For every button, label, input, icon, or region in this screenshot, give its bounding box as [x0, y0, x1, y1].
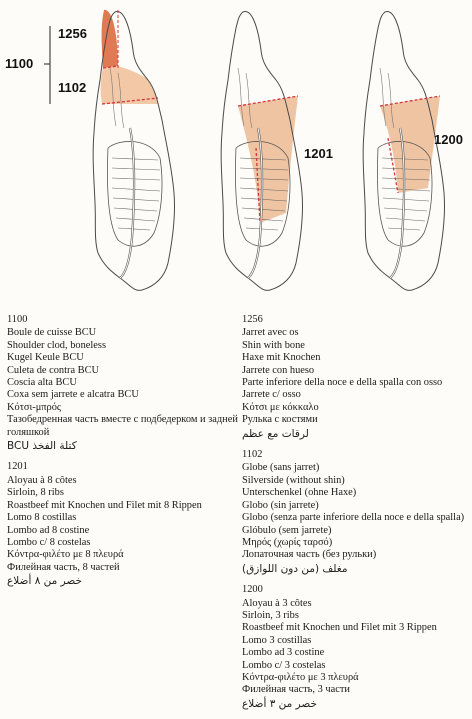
entry-line: Sirloin, 8 ribs	[7, 487, 64, 499]
entry-line: Рулька с костями	[242, 414, 318, 426]
entry-line: Haxe mit Knochen	[242, 352, 321, 364]
entry-code: 1102	[242, 449, 263, 461]
entry-line: Globo (sin jarrete)	[242, 499, 319, 511]
entry-line: Shoulder clod, boneless	[7, 339, 106, 351]
entry-line: Boule de cuisse BCU	[7, 327, 97, 339]
entry-line: Silverside (without shin)	[242, 474, 345, 486]
entry-line: Lombo ad 3 costine	[242, 647, 325, 659]
entry-line: Κότσι με κόκκαλο	[242, 401, 319, 413]
carcass-figure-1201	[221, 11, 302, 290]
entry-line: Unterschenkel (ohne Haxe)	[242, 487, 357, 499]
entry-line: Филейная часть, 8 частей	[7, 561, 120, 573]
entry-line: Lombo c/ 3 costelas	[242, 659, 326, 671]
entry-code: 1201	[7, 461, 28, 473]
label-1201: 1201	[304, 146, 333, 161]
entry-line: Jarret avec os	[242, 327, 299, 339]
entry-line: Лопаточная часть (без рульки)	[242, 549, 377, 561]
entry-line: Филейная часть, 3 части	[242, 684, 350, 696]
entry-line: Parte inferiore della noce e della spalla con osso	[242, 377, 443, 389]
entry-line: Roastbeef mit Knochen und Filet mit 8 Rippen	[7, 499, 202, 511]
label-1102: 1102	[58, 80, 87, 95]
entry-line: Sirloin, 3 ribs	[242, 609, 299, 621]
entry-1100	[7, 314, 239, 452]
carcass-diagrams-svg	[0, 0, 472, 300]
entry-line: Lombo c/ 8 costelas	[7, 536, 91, 548]
entry-line: Shin with bone	[242, 339, 305, 351]
entry-arabic: مغلف (من دون اللوازق)	[242, 562, 348, 575]
entry-line: Jarrete c/ osso	[242, 389, 301, 401]
entry-arabic: لرقات مع عظم	[242, 427, 309, 440]
label-1100: 1100	[5, 56, 34, 71]
entry-line: Lomo 3 costillas	[242, 634, 312, 646]
label-1256: 1256	[58, 26, 87, 41]
entry-line: Aloyau à 8 côtes	[7, 474, 77, 486]
entry-line: Coxa sem jarrete e alcatra BCU	[7, 389, 139, 401]
entry-line: Lombo ad 8 costine	[7, 524, 90, 536]
entry-code: 1200	[242, 584, 263, 596]
entry-1201	[7, 461, 239, 587]
right-column	[242, 314, 470, 719]
entry-line: Μηρός (χωρίς ταρσό)	[242, 536, 333, 548]
entry-arabic: خصر من ٨ أضلاع	[7, 575, 83, 588]
entry-line: Κότσι-μπρός	[7, 401, 62, 413]
carcass-figure-1100	[93, 8, 174, 290]
entry-code: 1256	[242, 314, 263, 325]
entry-line: Jarrete con hueso	[242, 364, 315, 376]
entry-1256	[242, 314, 470, 440]
entry-1102	[242, 449, 470, 575]
carcass-figure-1200	[363, 11, 444, 290]
entry-line: Glóbulo (sem jarrete)	[242, 524, 332, 536]
entry-line: Coscia alta BCU	[7, 377, 77, 389]
entry-line: Kugel Keule BCU	[7, 352, 84, 364]
entry-arabic: BCU كتلة الفخذ	[7, 440, 77, 453]
entry-line: Globe (sans jarret)	[242, 462, 320, 474]
entry-line: Κόντρα-φιλέτο με 3 πλευρά	[242, 671, 359, 683]
entry-line: Culeta de contra BCU	[7, 364, 100, 376]
carcass-figures	[0, 0, 472, 300]
entry-line: Lomo 8 costillas	[7, 512, 77, 524]
entry-1200	[242, 584, 470, 710]
entry-arabic: خصر من ٣ أضلاع	[242, 697, 318, 710]
entry-line: Roastbeef mit Knochen und Filet mit 3 Rippen	[242, 622, 437, 634]
cut-region-1256	[102, 10, 118, 68]
left-column	[7, 314, 239, 597]
entry-line: Тазобедренная часть вместе с подбедерком и задней голяшкой	[7, 414, 238, 438]
label-1200: 1200	[434, 132, 463, 147]
entry-line: Globo (senza parte inferiore della noce e della spalla)	[242, 512, 465, 524]
entry-line: Aloyau à 3 côtes	[242, 597, 312, 609]
entry-code: 1100	[7, 314, 28, 325]
entry-line: Κόντρα-φιλέτο με 8 πλευρά	[7, 549, 124, 561]
